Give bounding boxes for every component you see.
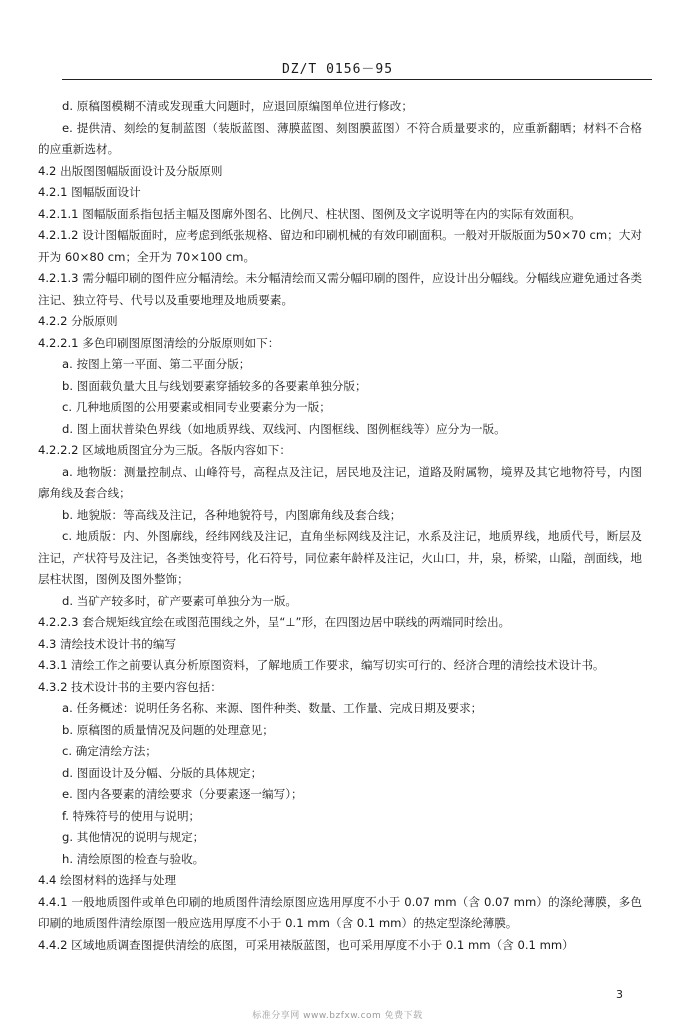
list-item: d. 图上面状普染色界线（如地质界线、双线河、内图框线、图例框线等）应分为一版。 (62, 421, 506, 436)
header-rule (62, 79, 652, 80)
clause: 4.2.2.2 区域地质图宜分为三版。各版内容如下： (38, 443, 291, 457)
section-heading: 4.4 绘图材料的选择与处理 (38, 873, 177, 887)
clause: 4.2.1.2 设计图幅版面时，应考虑到纸张规格、留边和印刷机械的有效印刷面积。一般对开版版面为50×70 cm；大对开为 60×80 cm；全开为 70×100 cm。 (38, 228, 642, 264)
clause: 4.3.1 清绘工作之前要认真分析原图资料，了解地质工作要求，编写切实可行的、经济合理的清绘技术设计书。 (38, 658, 605, 672)
list-item: c. 确定清绘方法； (62, 744, 157, 758)
list-item: b. 图面载负量大且与线划要素穿插较多的各要素单独分版； (62, 378, 367, 393)
list-item: g. 其他情况的说明与规定； (62, 830, 205, 844)
list-item: a. 按图上第一平面、第二平面分版； (62, 357, 251, 371)
clause: 4.3.2 技术设计书的主要内容包括： (38, 679, 222, 694)
list-item: f. 特殊符号的使用与说明； (62, 808, 201, 823)
watermark-footer: 标准分享网 www.bzfxw.com 免费下载 (252, 1011, 423, 1021)
page-number: 3 (616, 988, 623, 1001)
list-item: d. 原稿图模糊不清或发现重大问题时，应退回原编图单位进行修改； (62, 99, 413, 113)
document-body (38, 96, 642, 956)
list-item: a. 任务概述：说明任务名称、来源、图件种类、数量、工作量、完成日期及要求； (62, 701, 483, 715)
clause: 4.4.1 一般地质图件或单色印刷的地质图件清绘原图应选用厚度不小于 0.07 mm（含 0.07 mm）的涤纶薄膜，多色印刷的地质图件清绘原图一般应选用厚度不小于 0.1 mm（含 0.1 mm）的热定型涤纶薄膜。 (38, 894, 642, 930)
list-item: d. 图面设计及分幅、分版的具体规定； (62, 765, 263, 780)
clause: 4.2.2.1 多色印刷图原图清绘的分版原则如下： (38, 335, 280, 350)
list-item: c. 几种地质图的公用要素或相同专业要素分为一版； (62, 400, 331, 414)
subsection-heading: 4.2.2 分版原则 (38, 314, 118, 328)
clause: 4.4.2 区域地质调查图提供清绘的底图，可采用裱版蓝图，也可采用厚度不小于 0.1 mm（含 0.1 mm） (38, 937, 574, 952)
list-item: c. 地质版：内、外图廓线，经纬网线及注记，直角坐标网线及注记，水系及注记，地质界线，地质代号，断层及注记，产状符号及注记，各类蚀变符号，化石符号，同位素年龄样及注记，火山口，井，泉，桥梁，山隘，剖面线，地层柱状图，图例及图外整饰； (38, 529, 642, 586)
list-item: d. 当矿产较多时，矿产要素可单独分为一版。 (62, 593, 298, 608)
clause: 4.2.2.3 套合规矩线宜绘在或图范围线之外，呈“⊥”形，在四图边居中联线的两端同时绘出。 (38, 615, 511, 629)
section-heading: 4.3 清绘技术设计书的编写 (38, 636, 177, 651)
subsection-heading: 4.2.1 图幅版面设计 (38, 185, 141, 199)
clause: 4.2.1.1 图幅版面系指包括主幅及图廓外图名、比例尺、柱状图、图例及文字说明等在内的实际有效面积。 (38, 206, 581, 221)
clause: 4.2.1.3 需分幅印刷的图件应分幅清绘。未分幅清绘而又需分幅印刷的图件，应设计出分幅线。分幅线应避免通过各类注记、独立符号、代号以及重要地理及地质要素。 (38, 271, 642, 307)
list-item: b. 原稿图的质量情况及问题的处理意见； (62, 722, 274, 737)
list-item: e. 图内各要素的清绘要求（分要素逐一编写）； (62, 787, 303, 801)
doc-code-header: DZ/T 0156－95 (281, 62, 394, 77)
list-item: e. 提供清、刻绘的复制蓝图（装版蓝图、薄膜蓝图、刻图膜蓝图）不符合质量要求的，应重新翻晒；材料不合格的应重新选材。 (38, 120, 642, 156)
list-item: h. 清绘原图的检查与验收。 (62, 851, 205, 866)
list-item: b. 地貌版：等高线及注记，各种地貌符号，内图廓角线及套合线； (62, 507, 402, 522)
list-item: a. 地物版：测量控制点、山峰符号，高程点及注记，居民地及注记，道路及附属物，境界及其它地物符号，内图廓角线及套合线； (38, 464, 642, 500)
section-heading: 4.2 出版图图幅版面设计及分版原则 (38, 163, 223, 178)
